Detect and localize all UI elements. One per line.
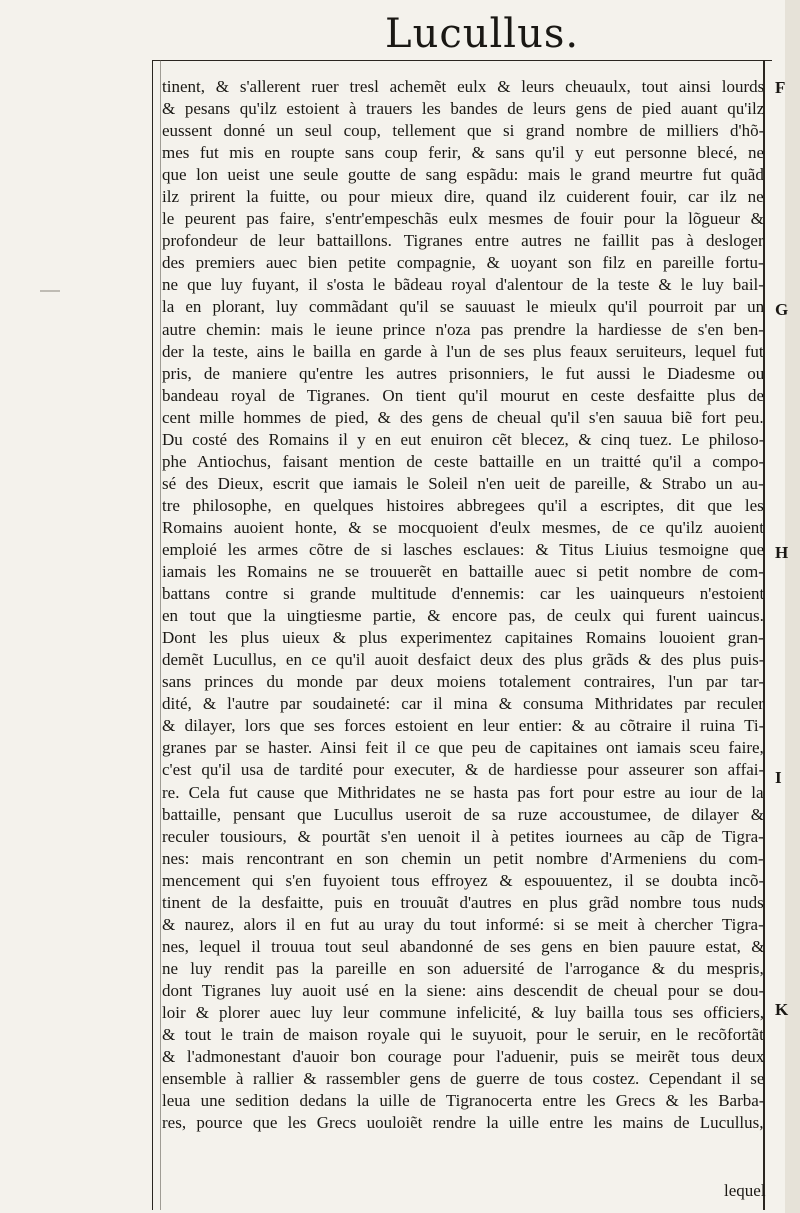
text-line: que lon ueist une seule goutte de sang espãdu: mais le grand meurtre fut quãd: [162, 165, 764, 185]
left-margin-rule-inner: [160, 60, 161, 1210]
text-line: battaille, pensant que Lucullus useroit de sa ruze accoustumee, de dilayer &: [162, 804, 764, 824]
text-line: ne luy rendit pas la pareille en son aduersité de l'arrogance & du mespris,: [162, 958, 764, 978]
text-line: en tout que la uingtiesme partie, & encore pas, de ceulx qui furent uaincus.: [162, 606, 764, 626]
text-line: cent mille hommes de pied, & des gens de cheual qu'il s'en sauua biẽ fort peu.: [162, 407, 764, 427]
signature-mark: G: [775, 300, 789, 319]
text-line: ne que luy fuyant, il s'osta le bãdeau royal d'alentour de la teste & le luy bail-: [162, 275, 764, 295]
text-line: autre chemin: mais le ieune prince n'oza pas prendre la hardiesse de s'en ben-: [162, 319, 764, 339]
text-line: granes par se haster. Ainsi feit il ce que peu de capitaines ont iamais sceu faire,: [162, 738, 764, 758]
text-line: & tout le train de maison royale qui le suyuoit, pour le seruir, en le recõfortãt: [162, 1025, 764, 1045]
signature-mark: K: [775, 1000, 789, 1019]
text-line: battans contre si grande multitude d'ennemis: car les uainqueurs n'estoient: [162, 584, 764, 604]
text-line: leua une sedition dedans la uille de Tigranocerta entre les Grecs & les Barba-: [162, 1091, 764, 1111]
facing-page-edge: [785, 0, 800, 1213]
text-line: bandeau royal de Tigranes. On tient qu'il mourut en ceste desfaitte plus de: [162, 385, 764, 405]
text-line: la en plorant, luy commãdant qu'il se sauuast le mieulx qu'il pourroit par un: [162, 297, 764, 317]
text-line: ilz prirent la fuitte, ou pour mieux dire, quand ilz cuiderent fouir, car ilz ne: [162, 187, 764, 207]
text-line: & dilayer, lors que ses forces estoient en leur entier: & au cõtraire il ruina Ti-: [162, 716, 764, 736]
body-text: [162, 76, 764, 1134]
text-line: mencement qui s'en fuyoient tous effroyez & espouuentez, il se doubta incõ-: [162, 870, 764, 890]
page-title: Lucullus.: [385, 11, 580, 57]
text-line: iamais les Romains ne se trouuerẽt en battaille auec si petit nombre de com-: [162, 562, 764, 582]
text-line: tre philosophe, en quelques histoires abbregees qu'il a escriptes, dit que les: [162, 495, 764, 515]
text-line: le peurent pas faire, s'entr'empeschãs eulx mesmes de fouir pour la lõgueur &: [162, 209, 764, 229]
text-line: der la teste, ains le bailla en garde à l'un de ses plus feaux seruiteurs, lequel fut: [162, 341, 764, 361]
text-line: phe Antiochus, faisant mention de ceste battaille en un traitté qu'il a compo-: [162, 451, 764, 471]
text-line: res, pource que les Grecs uouloiẽt rendre la uille entre les mains de Lucullus,: [162, 1113, 764, 1133]
text-line: profondeur de leur battaillons. Tigranes entre autres ne faillit pas à desloger: [162, 231, 764, 251]
text-line: des premiers auec bien petite compagnie, & uoyant son filz en pareille fortu-: [162, 253, 764, 273]
text-line: demẽt Lucullus, en ce qu'il auoit desfaict deux des plus grãds & des plus puis-: [162, 650, 764, 670]
text-line: Du costé des Romains il y en eut enuiron cẽt blecez, & cinq tuez. Le philoso-: [162, 429, 764, 449]
text-line: sans princes du monde par deux moiens totalement contraires, l'un par tar-: [162, 672, 764, 692]
margin-stain: [40, 290, 60, 292]
text-line: pris, de maniere qu'entre les autres prisonniers, le fut aussi le Diadesme ou: [162, 363, 764, 383]
catchword: lequel: [724, 1181, 766, 1200]
signature-mark: I: [775, 768, 782, 787]
text-line: re. Cela fut cause que Mithridates ne se hasta pas fort pour estre au iour de la: [162, 782, 764, 802]
text-line: nes, lequel il trouua tout seul abandonné de ses gens en bien pauure estat, &: [162, 936, 764, 956]
text-line: ensemble à rallier & rassembler gens de guerre de tous costez. Cependant il se: [162, 1069, 764, 1089]
text-line: sé des Dieux, escrit que iamais le Soleil n'en ueit de pareille, & Strabo un au-: [162, 473, 764, 493]
text-line: reculer tousiours, & pourtãt s'en uenoit il à petites iournees au cãp de Tigra-: [162, 826, 764, 846]
text-line: c'est qu'il usa de tardité pour executer, & de hardiesse pour asseurer son affai-: [162, 760, 764, 780]
signature-mark: H: [775, 543, 789, 562]
text-line: Dont les plus uieux & plus experimentez capitaines Romains louoient gran-: [162, 628, 764, 648]
text-line: emploié les armes cõtre de si lasches esclaues: & Titus Liuius tesmoigne que: [162, 539, 764, 559]
text-line: & pesans qu'ilz estoient à trauers les bandes de leurs gens de pied auant qu'ilz: [162, 99, 764, 119]
text-line: & l'admonestant d'auoir bon courage pour l'aduenir, puis se meirẽt tous deux: [162, 1047, 764, 1067]
text-line: dité, & l'autre par soudaineté: car il mina & consuma Mithridates par reculer: [162, 694, 764, 714]
text-line: mes fut mis en roupte sans coup ferir, & sans qu'il y eut personne blecé, ne: [162, 143, 764, 163]
header-rule: [152, 60, 772, 61]
text-line: loir & plorer auec luy leur commune infelicité, & luy bailla tous ses officiers,: [162, 1002, 764, 1022]
text-line: nes: mais rencontrant en son chemin un petit nombre d'Armeniens du com-: [162, 848, 764, 868]
text-line: & naurez, alors il en fut au uray du tout informé: si se meit à chercher Tigra-: [162, 914, 764, 934]
text-line: dont Tigranes luy auoit usé en la siene: ains descendit de cheual pour se dou-: [162, 980, 764, 1000]
left-margin-rule: [152, 60, 153, 1210]
signature-mark: F: [775, 78, 786, 97]
text-line: eussent donné un seul coup, tellement que si grand nombre de milliers d'hõ-: [162, 121, 764, 141]
text-line: tinent, & s'allerent ruer tresl achemẽt eulx & leurs cheuaulx, tout ainsi lourds: [162, 77, 764, 96]
text-line: Romains auoient honte, & se mocquoient d'eulx mesmes, de ce qu'ilz auoient: [162, 517, 764, 537]
text-line: tinent de la desfaitte, puis en trouuãt d'autres en plus grãd nombre tous nuds: [162, 892, 764, 912]
